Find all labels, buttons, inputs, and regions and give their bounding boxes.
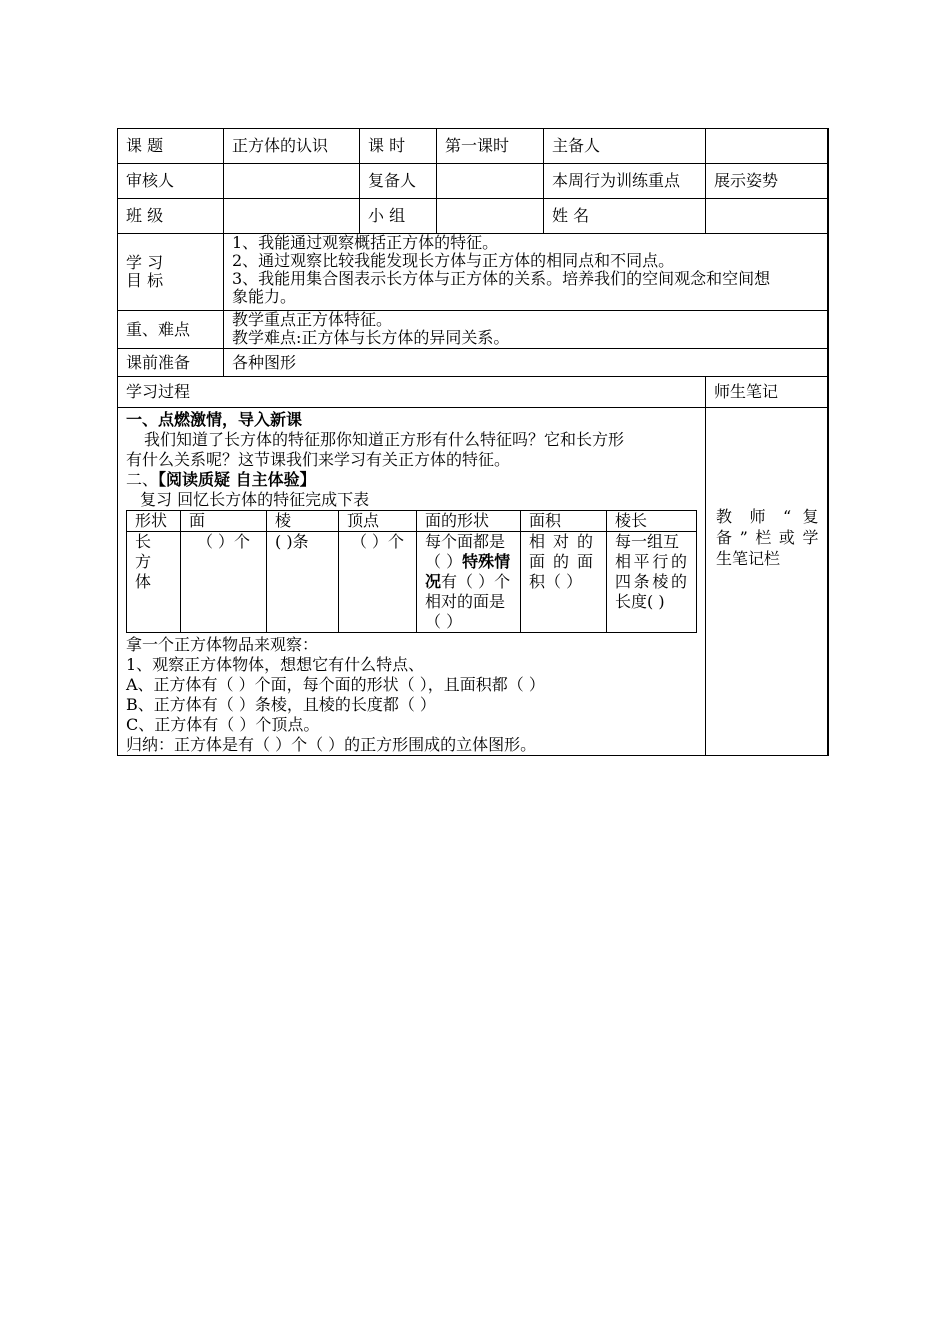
edge-length-line: 长度( ) (615, 592, 665, 611)
face-shape-blank: （ ） (425, 552, 463, 571)
col-header-vertices: 顶点 (339, 511, 417, 532)
group-label: 小 组 (360, 199, 437, 234)
goal-item: 3、我能用集合图表示长方体与正方体的关系。培养我们的空间观念和空间想 (232, 269, 771, 288)
features-table-header (127, 511, 697, 532)
cell-edge-length[interactable] (607, 532, 697, 633)
reviewer-label: 审核人 (118, 164, 224, 199)
face-shape-special: 特殊情 (462, 552, 511, 571)
observe-item-c: C、正方体有（ ）个顶点。 (126, 715, 320, 734)
conclusion: 归纳：正方体是有（ ）个（ ）的正方形围成的立体图形。 (126, 735, 537, 754)
face-shape-count: 有（ ）个 (441, 572, 511, 591)
co-preparer-value[interactable] (437, 164, 544, 199)
notes-label: 师生笔记 (706, 377, 828, 408)
process-content (118, 408, 706, 756)
process-header-row (118, 377, 828, 408)
section1-title: 一、点燃激情，导入新课 (126, 410, 303, 429)
area-line: 积（ ） (529, 572, 583, 591)
section1-text: 我们知道了长方体的特征那你知道正方形有什么特征吗？它和长方形 (144, 430, 625, 449)
col-header-edges: 棱 (267, 511, 339, 532)
behavior-focus-value: 展示姿势 (706, 164, 828, 199)
class-label: 班 级 (118, 199, 224, 234)
face-shape-special-cont: 况 (425, 572, 442, 591)
col-header-shape: 形状 (127, 511, 181, 532)
header-row-1 (118, 129, 828, 164)
prep-label: 课前准备 (118, 349, 224, 377)
col-header-faces: 面 (181, 511, 267, 532)
observe-item-b: B、正方体有（ ）条棱，且棱的长度都（ ） (126, 695, 436, 714)
topic-label: 课 题 (118, 129, 224, 164)
col-header-face-shape: 面的形状 (417, 511, 521, 532)
shape-char: 长 (135, 532, 152, 551)
notes-hint-line: 生笔记栏 (716, 549, 781, 568)
topic-value: 正方体的认识 (224, 129, 360, 164)
goal-item: 1、我能通过观察概括正方体的特征。 (232, 233, 499, 252)
student-name-value[interactable] (706, 199, 828, 234)
period-label: 课 时 (360, 129, 437, 164)
goals-label-line2: 目 标 (126, 271, 164, 290)
shape-char: 体 (135, 572, 152, 591)
group-value[interactable] (437, 199, 544, 234)
process-label: 学习过程 (118, 377, 706, 408)
face-shape-blank-line: （ ） (425, 612, 463, 631)
teacher-student-notes[interactable] (706, 408, 828, 756)
section1-text-cont: 有什么关系呢？这节课我们来学习有关正方体的特征。 (126, 450, 511, 469)
cell-shape (127, 532, 181, 633)
notes-hint-line: 教 师 “ 复 (716, 507, 819, 526)
review-instruction: 复习 回忆长方体的特征完成下表 (140, 490, 370, 509)
cell-vertices[interactable]: （ ）个 (339, 532, 417, 633)
goal-item: 象能力。 (232, 287, 297, 306)
area-line: 相对的 (529, 532, 593, 551)
key-points-row (118, 311, 828, 349)
key-point: 教学重点正方体特征。 (232, 310, 393, 329)
key-points-content (224, 311, 828, 349)
lead-preparer-value[interactable] (706, 129, 828, 164)
section2-prefix: 二、 (126, 470, 159, 489)
col-header-area: 面积 (521, 511, 607, 532)
cuboid-features-table (126, 510, 697, 633)
cell-area[interactable] (521, 532, 607, 633)
period-value: 第一课时 (437, 129, 544, 164)
cell-faces[interactable]: （ ）个 (181, 532, 267, 633)
area-line: 面的面 (529, 552, 593, 571)
face-shape-line: 相对的面是 (425, 592, 506, 611)
key-points-label: 重、难点 (118, 311, 224, 349)
section2-heading (126, 470, 699, 490)
edge-length-line: 相平行的 (615, 552, 687, 571)
face-shape-line (425, 552, 520, 572)
goals-content (224, 234, 828, 311)
difficult-point: 教学难点:正方体与长方体的异同关系。 (232, 328, 510, 347)
observe-item-a: A、正方体有（ ）个面，每个面的形状（ ），且面积都（ ） (126, 675, 545, 694)
features-table-row-cuboid (127, 532, 697, 633)
class-value[interactable] (224, 199, 360, 234)
lesson-plan-table (117, 128, 829, 756)
co-preparer-label: 复备人 (360, 164, 437, 199)
cell-edges[interactable]: ( )条 (267, 532, 339, 633)
goal-item: 2、通过观察比较我能发现长方体与正方体的相同点和不同点。 (232, 251, 675, 270)
notes-hint-line: 备”栏或学 (716, 528, 819, 547)
face-shape-line (425, 572, 520, 592)
goals-label (118, 234, 224, 311)
face-shape-line: 每个面都是 (425, 532, 506, 551)
col-header-edge-length: 棱长 (607, 511, 697, 532)
goals-row (118, 234, 828, 311)
header-row-2 (118, 164, 828, 199)
process-body-row (118, 408, 828, 756)
section2-title: 【阅读质疑 自主体验】 (158, 470, 316, 489)
header-row-3 (118, 199, 828, 234)
behavior-focus-label: 本周行为训练重点 (544, 164, 706, 199)
goals-label-line1: 学 习 (126, 253, 164, 272)
cell-face-shape[interactable] (417, 532, 521, 633)
lead-preparer-label: 主备人 (544, 129, 706, 164)
edge-length-line: 四条棱的 (615, 572, 687, 591)
observe-step-1: 1、观察正方体物体，想想它有什么特点、 (126, 655, 425, 674)
prep-value: 各种图形 (224, 349, 828, 377)
student-name-label: 姓 名 (544, 199, 706, 234)
observe-intro: 拿一个正方体物品来观察： (126, 635, 319, 654)
edge-length-line: 每一组互 (615, 532, 680, 551)
reviewer-value[interactable] (224, 164, 360, 199)
prep-row (118, 349, 828, 377)
shape-char: 方 (135, 552, 152, 571)
